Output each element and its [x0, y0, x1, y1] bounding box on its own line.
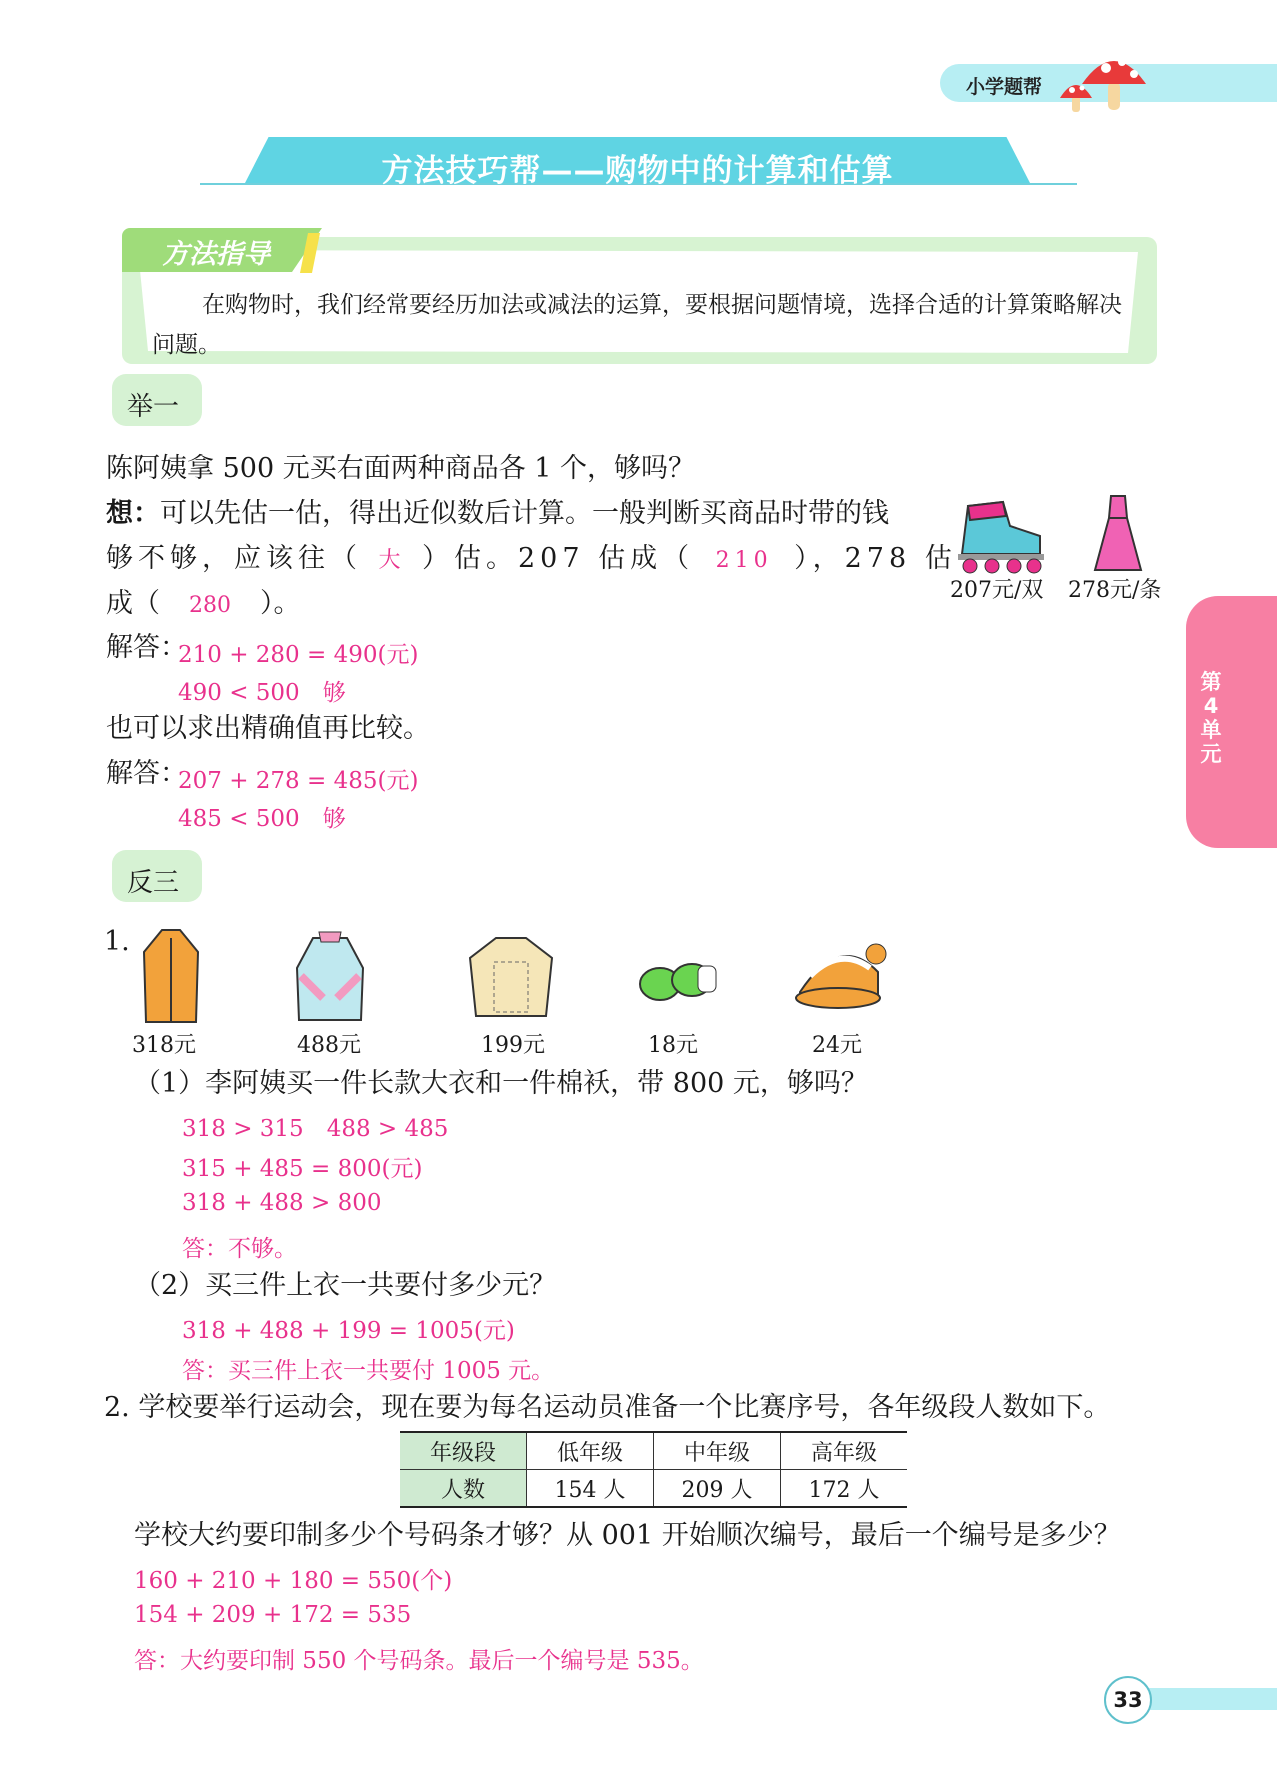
think-line-1	[106, 500, 889, 527]
gloves-icon	[636, 956, 720, 1008]
dress-price: 278元/条	[1068, 578, 1162, 603]
answer-1-line-2: 490 < 500 够	[178, 680, 346, 706]
example-question: 陈阿姨拿 500 元买右面两种商品各 1 个，够吗？	[106, 453, 696, 484]
answer-1-line-1: 210 + 280 = 490(元)	[178, 642, 419, 668]
brand-name: 小学题帮	[966, 76, 1043, 98]
example-label: 举一	[127, 392, 180, 422]
table-header-cell: 高年级	[781, 1432, 908, 1470]
think-line-3	[106, 590, 301, 617]
think-text-1: 可以先估一估，得出近似数后计算。一般判断买商品时带的钱	[160, 498, 889, 529]
answer-label-1: 解答：	[106, 632, 187, 663]
blank-direction: 大	[378, 548, 406, 573]
q2-question: 学校大约要印制多少个号码条才够？从 001 开始顺次编号，最后一个编号是多少？	[134, 1520, 1121, 1551]
table-header-cell: 中年级	[654, 1432, 781, 1470]
padded-jacket-icon	[293, 928, 367, 1026]
hat-price: 24元	[812, 1033, 862, 1058]
answer-2-line-1: 207 + 278 = 485(元)	[178, 768, 419, 794]
q2-ans-1: 160 + 210 + 180 = 550(个)	[134, 1568, 453, 1594]
table-header-cell: 年级段	[400, 1432, 527, 1470]
think-prefix: 想：	[106, 498, 160, 529]
table-header-cell: 低年级	[527, 1432, 654, 1470]
dress-icon	[1093, 492, 1143, 574]
mushroom-icon	[1060, 44, 1150, 116]
q2-ans-2: 154 + 209 + 172 = 535	[134, 1602, 412, 1628]
q1-sub1-ans-1: 318 > 315 488 > 485	[182, 1116, 449, 1142]
gloves-price: 18元	[648, 1033, 698, 1058]
q1-sub1-ans-3: 318 + 488 > 800	[182, 1190, 382, 1216]
coat-price: 318元	[132, 1033, 196, 1058]
skate-price: 207元/双	[950, 578, 1044, 603]
q2-ans-3: 答：大约要印制 550 个号码条。最后一个编号是 535。	[134, 1648, 704, 1674]
table-header-row	[400, 1432, 907, 1470]
blank-278-estimate: 280	[189, 593, 231, 618]
answer-label-2: 解答：	[106, 758, 187, 789]
guide-title: 方法指导	[162, 239, 270, 270]
roller-skate-icon	[948, 496, 1048, 574]
hat-icon	[790, 932, 890, 1010]
jacket-price: 488元	[297, 1033, 361, 1058]
sweater-icon	[466, 932, 556, 1022]
long-coat-icon	[140, 926, 202, 1026]
table-cell: 154 人	[527, 1470, 654, 1508]
table-cell: 人数	[400, 1470, 527, 1508]
blank-207-estimate: 210	[715, 548, 773, 573]
q1-sub2: （2）买三件上衣一共要付多少元？	[134, 1270, 557, 1301]
table-row	[400, 1470, 907, 1508]
grade-table	[400, 1431, 907, 1508]
sweater-price: 199元	[481, 1033, 545, 1058]
question-1-number: 1.	[104, 926, 130, 957]
think-text-2b: ）估。207 估成（	[422, 543, 695, 574]
unit-label: 第4单元	[1200, 670, 1222, 766]
think-text-2c: ），278 估	[794, 543, 957, 574]
q1-sub2-ans-2: 答：买三件上衣一共要付 1005 元。	[182, 1358, 555, 1384]
answer-2-line-2: 485 < 500 够	[178, 806, 346, 832]
table-cell: 172 人	[781, 1470, 908, 1508]
also-text: 也可以求出精确值再比较。	[106, 713, 430, 744]
page-number: 33	[1104, 1676, 1152, 1724]
question-2: 2. 学校要举行运动会，现在要为每名运动员准备一个比赛序号，各年级段人数如下。	[104, 1392, 1111, 1423]
think-text-3b: ）。	[260, 588, 301, 619]
q1-sub1-ans-2: 315 + 485 = 800(元)	[182, 1156, 423, 1182]
page-title: 方法技巧帮——购物中的计算和估算	[381, 153, 894, 189]
q1-sub2-ans-1: 318 + 488 + 199 = 1005(元)	[182, 1318, 515, 1344]
think-text-2a: 够不够，应该往（	[106, 543, 362, 574]
guide-text: 在购物时，我们经常要经历加法或减法的运算，要根据问题情境，选择合适的计算策略解决问题。	[152, 292, 1122, 358]
think-text-3a: 成（	[106, 588, 160, 619]
q1-sub1: （1）李阿姨买一件长款大衣和一件棉袄，带 800 元，够吗？	[134, 1068, 868, 1099]
practice-label: 反三	[127, 868, 180, 898]
think-line-2	[106, 545, 957, 572]
table-cell: 209 人	[654, 1470, 781, 1508]
q1-sub1-ans-4: 答：不够。	[182, 1236, 297, 1262]
